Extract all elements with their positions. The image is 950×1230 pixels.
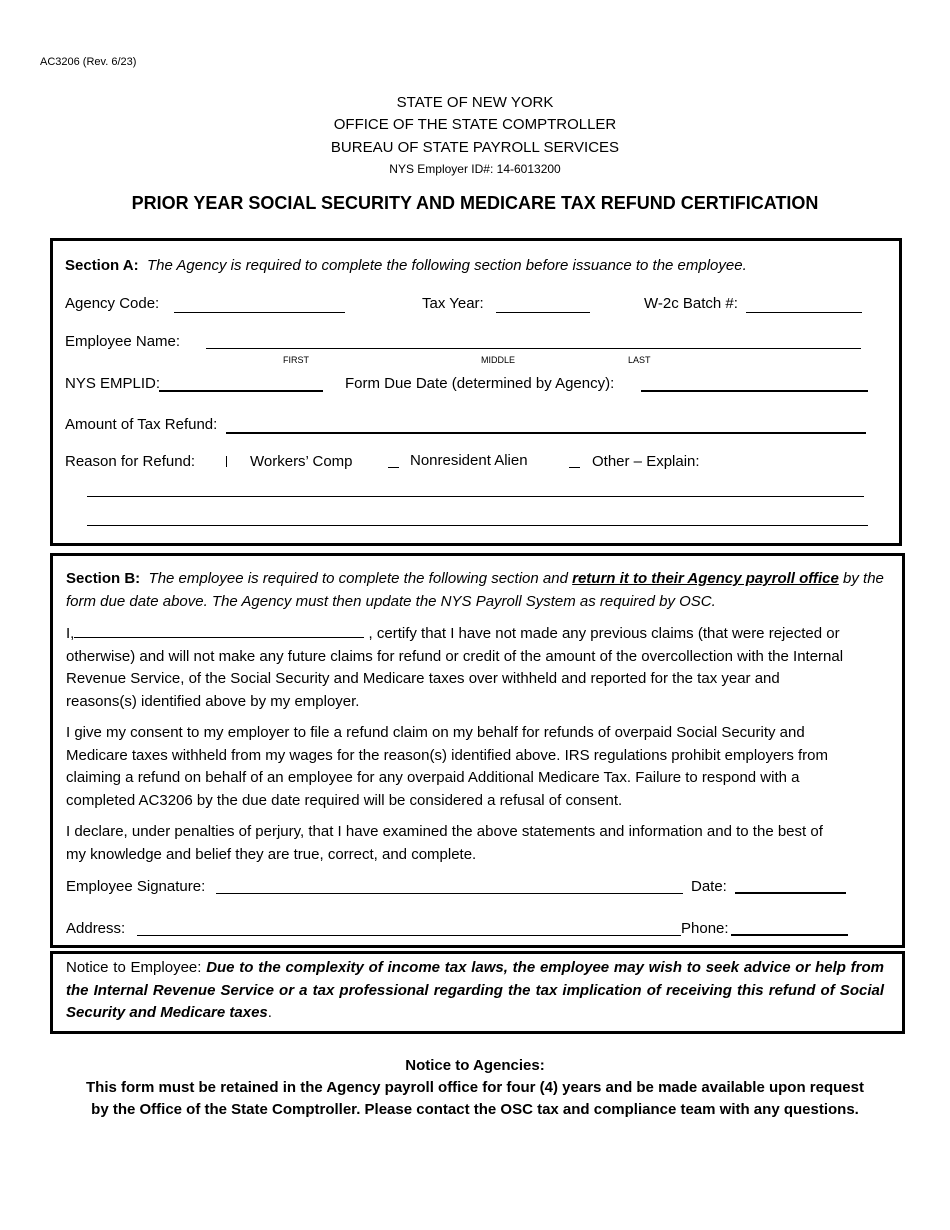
employee-name-label: Employee Name: [65, 333, 181, 350]
name-first-caption: FIRST [283, 355, 309, 365]
section-b-heading: Section B: [66, 570, 141, 587]
declaration-paragraph: I declare, under penalties of perjury, that I have examined the above statements and information and to the best of my knowledge and belief they are true, correct, and complete. [66, 823, 823, 863]
header-employer-id: NYS Employer ID#: 14-6013200 [389, 162, 561, 176]
cert-name-field[interactable] [74, 623, 364, 638]
nonresident-checkbox[interactable] [388, 467, 399, 468]
explain-line-1[interactable] [87, 496, 864, 497]
refund-amount-label: Amount of Tax Refund: [65, 416, 218, 433]
cert-text: , certify that I have not made any previous claims (that were rejected or otherwise) and will not make any future claims for refund or credit of the amount of the overcollection with the Internal Revenue Service, of the Social Security and Medicare taxes over withheld and reported for the tax year and reasons(s) identified above by my employer. [66, 625, 844, 710]
header-office: OFFICE OF THE STATE COMPTROLLER [333, 116, 617, 133]
form-due-date-label: Form Due Date (determined by Agency): [345, 375, 615, 392]
form-title: PRIOR YEAR SOCIAL SECURITY AND MEDICARE TAX REFUND CERTIFICATION [131, 193, 819, 213]
signature-label: Employee Signature: [66, 878, 206, 895]
form-due-date-field[interactable] [641, 390, 868, 392]
section-b-text-1: The employee is required to complete the following section and [148, 570, 568, 587]
address-field[interactable] [137, 935, 681, 936]
section-b-instruction [66, 568, 896, 613]
address-label: Address: [66, 920, 126, 937]
name-last-caption: LAST [628, 355, 651, 365]
notice-agencies-line-2: by the Office of the State Comptroller. Please contact the OSC tax and compliance team with any questions. [91, 1101, 859, 1118]
w2c-batch-field[interactable] [746, 312, 862, 313]
emplid-label: NYS EMPLID: [65, 375, 161, 392]
refund-amount-field[interactable] [226, 432, 866, 434]
date-label: Date: [691, 878, 727, 895]
phone-label: Phone: [681, 920, 729, 937]
other-label: Other – Explain: [592, 453, 700, 470]
notice-employee-end: . [267, 1004, 272, 1021]
notice-agencies-line-1: This form must be retained in the Agency payroll office for four (4) years and be made available upon request [86, 1079, 864, 1096]
emplid-field[interactable] [159, 390, 323, 392]
notice-employee-body: Due to the complexity of income tax laws, the employee may wish to seek advice or help from the Internal Revenue Service or a tax professional regarding the tax implication of receiving this refund of Social Security and Medicare taxes [66, 959, 884, 1021]
certification-paragraph [66, 623, 846, 713]
section-a-box [50, 238, 902, 546]
section-a-heading: Section A: [65, 257, 139, 274]
workers-comp-label: Workers’ Comp [250, 453, 353, 470]
tax-year-label: Tax Year: [422, 295, 484, 312]
section-a-instruction [65, 257, 747, 274]
section-b-text-2: by the form due date above. The Agency must then update the NYS Payroll System as required by OSC. [66, 570, 884, 610]
w2c-batch-label: W-2c Batch #: [644, 295, 738, 312]
name-middle-caption: MIDDLE [481, 355, 516, 365]
header-bureau: BUREAU OF STATE PAYROLL SERVICES [330, 139, 620, 156]
notice-employee-text [66, 957, 884, 1025]
workers-comp-checkbox[interactable] [226, 456, 227, 467]
refund-reason-label: Reason for Refund: [65, 453, 196, 470]
tax-year-field[interactable] [496, 312, 590, 313]
employee-name-field[interactable] [206, 348, 861, 349]
form-id: AC3206 (Rev. 6/23) [40, 56, 137, 68]
notice-agencies-heading: Notice to Agencies: [405, 1057, 545, 1074]
signature-field[interactable] [216, 893, 683, 894]
nonresident-label: Nonresident Alien [410, 452, 528, 469]
agency-code-label: Agency Code: [65, 295, 160, 312]
explain-line-2[interactable] [87, 525, 868, 526]
consent-paragraph: I give my consent to my employer to file a refund claim on my behalf for refunds of overpaid Social Security and Medicare taxes withheld from my wages for the reason(s) identified above. IRS regulations prohibit employers from claiming a refund on behalf of an employee for any overpaid Additional Medicare Tax. Failure to respond with a completed AC3206 by the due date required will be considered a refusal of consent. [66, 724, 829, 809]
section-b-emphasis: return it to their Agency payroll office [572, 570, 839, 587]
agency-code-field[interactable] [174, 312, 345, 313]
other-checkbox[interactable] [569, 467, 580, 468]
section-a-text: The Agency is required to complete the following section before issuance to the employee. [146, 257, 747, 274]
date-field[interactable] [735, 892, 846, 894]
notice-employee-label: Notice to Employee: [66, 959, 202, 976]
header-state: STATE OF NEW YORK [396, 94, 554, 111]
phone-field[interactable] [731, 934, 848, 936]
cert-prefix: I, [66, 625, 75, 642]
